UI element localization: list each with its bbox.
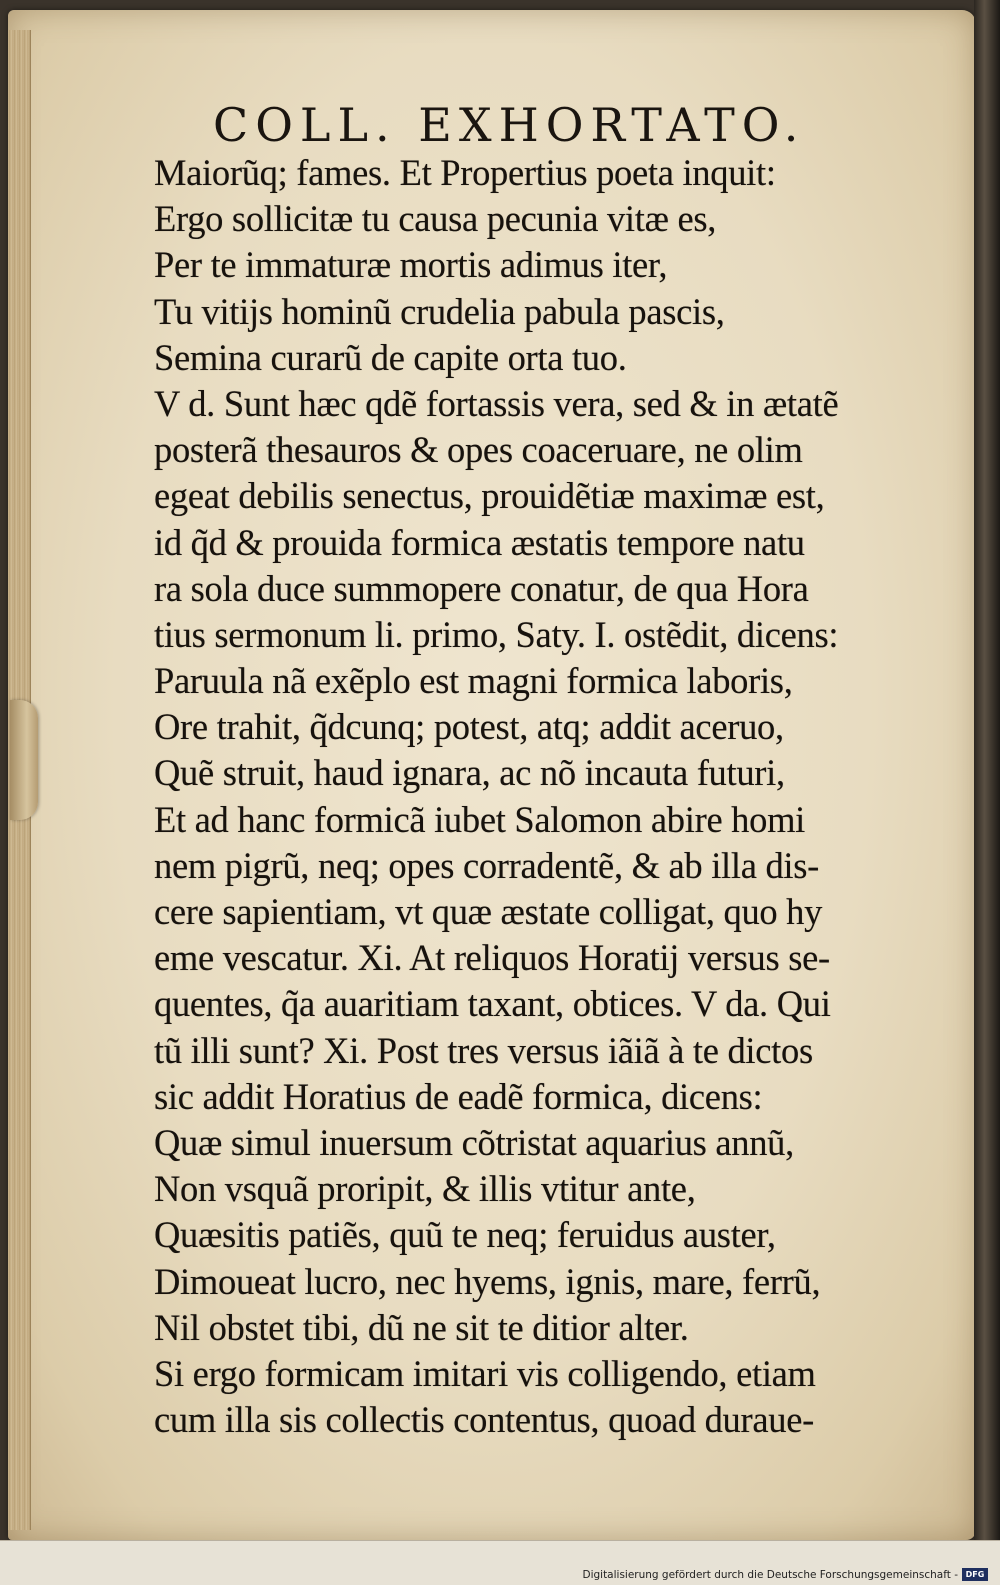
text-line: V d. Sunt hæc qdẽ fortassis vera, sed & in ætatẽ — [154, 382, 839, 424]
text-line: posterã thesauros & opes coaceruare, ne olim — [154, 429, 803, 471]
text-line: Per te immaturæ mortis adimus iter, — [154, 244, 668, 286]
text-line: id q̃d & prouida formica æstatis tempore natu — [154, 521, 805, 563]
text-line: Non vsquã proripit, & illis vtitur ante, — [154, 1168, 696, 1210]
text-line: Et ad hanc formicã iubet Salomon abire homi — [154, 798, 805, 840]
text-line: Semina curarũ de capite orta tuo. — [154, 336, 627, 378]
text-line: cere sapientiam, vt quæ æstate colligat, quo hy — [154, 891, 823, 932]
text-line: Quæsitis patiẽs, quũ te neq; feruidus auster, — [154, 1214, 776, 1256]
credit-text: Digitalisierung gefördert durch die Deutsche Forschungsgemeinschaft - — [582, 1568, 958, 1581]
body-text — [154, 150, 954, 1443]
text-line: Quæ simul inuersum cõtristat aquarius annũ, — [154, 1121, 794, 1163]
book-clasp — [10, 700, 38, 820]
footer-strip — [0, 1540, 1000, 1585]
text-line: Paruula nã exẽplo est magni formica laboris, — [154, 660, 793, 702]
text-line: tũ illi sunt? Xi. Post tres versus iãiã à te dictos — [154, 1029, 813, 1071]
text-line: quentes, q̃a auaritiam taxant, obtices. V da. Qui — [154, 983, 831, 1025]
text-line: tius sermonum li. primo, Saty. I. ostẽdit, dicens: — [154, 613, 839, 655]
text-line: Dimoueat lucro, nec hyems, ignis, mare, ferrũ, — [154, 1260, 821, 1302]
text-line: Nil obstet tibi, dũ ne sit te ditior alter. — [154, 1306, 689, 1348]
text-line: cum illa sis collectis contentus, quoad duraue- — [154, 1399, 814, 1441]
text-line: nem pigrũ, neq; opes corradentẽ, & ab illa dis- — [154, 844, 820, 886]
text-line: ra sola duce summopere conatur, de qua Hora — [154, 567, 809, 609]
text-line: Maiorũq; fames. Et Propertius poeta inquit: — [154, 152, 776, 193]
text-line: Si ergo formicam imitari vis colligendo, etiam — [154, 1352, 816, 1394]
running-head: COLL. EXHORTATO. — [213, 98, 806, 152]
text-line: Ergo sollicitæ tu causa pecunia vitæ es, — [154, 198, 717, 240]
text-line: egeat debilis senectus, prouidẽtiæ maximæ est, — [154, 475, 825, 517]
text-line: sic addit Horatius de eadẽ formica, dicens: — [154, 1075, 763, 1117]
text-line: eme vescatur. Xi. At reliquos Horatij versus se- — [154, 937, 830, 979]
text-line: Quẽ struit, haud ignara, ac nõ incauta futuri, — [154, 752, 785, 794]
book-page — [8, 10, 976, 1540]
text-line: Tu vitijs hominũ crudelia pabula pascis, — [154, 290, 725, 332]
text-line: Ore trahit, q̃dcunq; potest, atq; addit aceruo, — [154, 706, 784, 748]
dfg-logo-icon: DFG — [962, 1568, 988, 1581]
digitization-credit — [582, 1568, 988, 1581]
scan-right-edge — [974, 0, 1000, 1540]
